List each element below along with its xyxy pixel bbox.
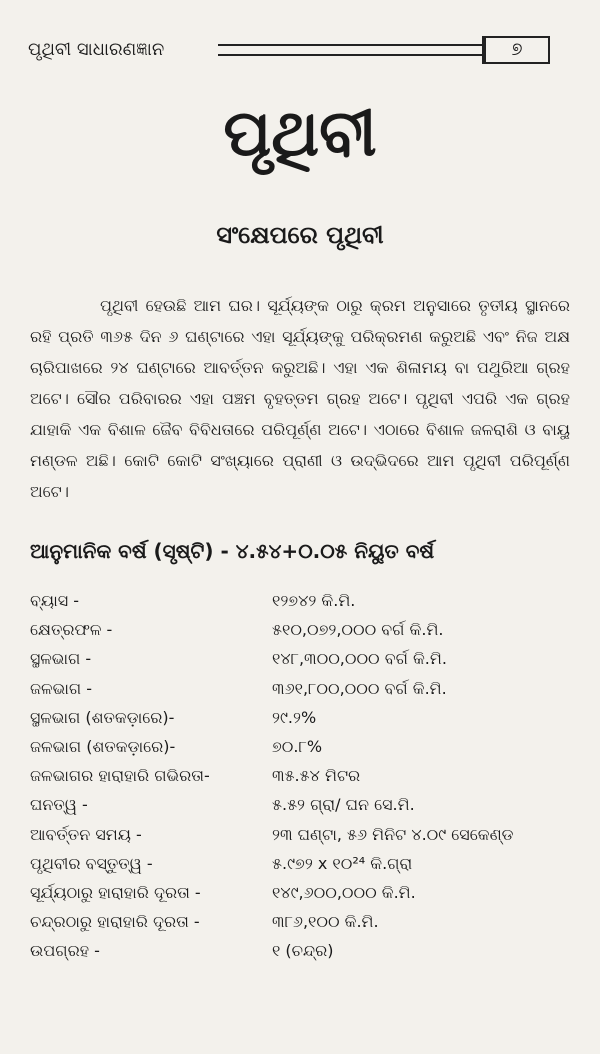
fact-row-land-area (30, 644, 570, 673)
fact-label: ଚନ୍ଦ୍ରଠାରୁ ହାରାହାରି ଦୂରତା - (30, 912, 200, 932)
fact-value: ୩୫.୫୪ ମିଟର (272, 766, 361, 786)
header-double-rule (218, 44, 486, 56)
fact-row-water-area (30, 674, 570, 703)
fact-row-density (30, 790, 570, 819)
fact-value: ୨୯.୨% (272, 707, 317, 727)
fact-label: ଜଳଭାଗ (ଶତକଡ଼ାରେ)- (30, 736, 176, 756)
fact-row-satellite (30, 936, 570, 965)
fact-value: ୫.୫୨ ଗ୍ରା/ ଘନ ସେ.ମି. (272, 795, 415, 815)
fact-value: ୧୪୮,୩୦୦,୦୦୦ ବର୍ଗ କି.ମି. (272, 649, 447, 669)
fact-value: ୩୬୧,୮୦୦,୦୦୦ ବର୍ଗ କି.ମି. (272, 678, 447, 698)
running-title: ପୃଥିବୀ ସାଧାରଣଜ୍ଞାନ (28, 39, 165, 60)
fact-label: ଜଳଭାଗର ହାରାହାରି ଗଭିରତା- (30, 766, 210, 786)
running-header (28, 36, 544, 64)
fact-row-ocean-depth (30, 761, 570, 790)
fact-label: ଜଳଭାଗ - (30, 678, 92, 698)
fact-row-moon-distance (30, 907, 570, 936)
page-title: ପୃଥିବୀ (223, 97, 377, 171)
stats-heading: ଆନୁମାନିକ ବର୍ଷ (ସୃଷ୍ଟି) - ୪.୫୪+୦.୦୫ ନିୟୁତ ବର୍ଷ (30, 539, 435, 563)
fact-row-mass (30, 849, 570, 878)
intro-paragraph: ପୃଥିବୀ ହେଉଛି ଆମ ଘର। ସୂର୍ଯ୍ୟଙ୍କ ଠାରୁ କ୍ରମ ଅନୁସାରେ ତୃତୀୟ ସ୍ଥାନରେ ରହି ପ୍ରତି ୩୬୫ ଦିନ ୬ ଘଣ୍ଟାରେ ଏହା ସୂର୍ଯ୍ୟଙ୍କୁ ପରିକ୍ରମଣ କରୁଅଛି ଏବଂ ନିଜ ଅକ୍ଷ ଚାରିପାଖରେ ୨୪ ଘଣ୍ଟାରେ ଆବର୍ତ୍ତନ କରୁଅଛି। ଏହା ଏକ ଶିଳାମୟ ବା ପଥୁରିଆ ଗ୍ରହ ଅଟେ। ସୌର ପରିବାରର ଏହା ପଞ୍ଚମ ବୃହତ୍ତମ ଗ୍ରହ ଅଟେ। ପୃଥିବୀ ଏପରି ଏକ ଗ୍ରହ ଯାହାକି ଏକ ବିଶାଳ ଜୈବ ବିବିଧତାରେ ପରିପୂର୍ଣ୍ଣ ଅଟେ। ଏଠାରେ ବିଶାଳ ଜଳରାଶି ଓ ବାୟୁ ମଣ୍ଡଳ ଅଛି। କୋଟି କୋଟି ସଂଖ୍ୟାରେ ପ୍ରାଣୀ ଓ ଉଦ୍ଭିଦରେ ଆମ ପୃଥିବୀ ପରିପୂର୍ଣ୍ଣ ଅଟେ। (30, 296, 570, 501)
fact-label: ପୃଥିବୀର ବସ୍ତୁତ୍ୱ - (30, 853, 153, 873)
fact-label: ସ୍ଥଳଭାଗ - (30, 649, 92, 669)
fact-row-rotation-period (30, 820, 570, 849)
facts-list (30, 586, 570, 965)
page-number: ୭ (482, 36, 550, 64)
fact-value: ୫.୯୭୨ x ୧୦²⁴ କି.ଗ୍ରା (272, 853, 413, 873)
fact-label: ଉପଗ୍ରହ - (30, 941, 100, 961)
section-subtitle: ସଂକ୍ଷେପରେ ପୃଥିବୀ (216, 221, 384, 249)
fact-value: ୩୮୬,୧୦୦ କି.ମି. (272, 912, 379, 932)
fact-row-land-percent (30, 703, 570, 732)
fact-value: ୫୧୦,୦୭୨,୦୦୦ ବର୍ଗ କି.ମି. (272, 620, 444, 640)
fact-row-water-percent (30, 732, 570, 761)
fact-row-area (30, 615, 570, 644)
fact-label: ସୂର୍ଯ୍ୟଠାରୁ ହାରାହାରି ଦୂରତା - (30, 882, 201, 902)
fact-label: କ୍ଷେତ୍ରଫଳ - (30, 620, 113, 640)
fact-label: ଆବର୍ତ୍ତନ ସମୟ - (30, 824, 142, 844)
fact-value: ୨୩ ଘଣ୍ଟା, ୫୬ ମିନିଟ ୪.୦୯ ସେକେଣ୍ଡ (272, 824, 514, 844)
fact-row-sun-distance (30, 878, 570, 907)
fact-value: ୧୨୭୪୨ କି.ମି. (272, 591, 356, 610)
fact-label: ଘନତ୍ୱ - (30, 795, 88, 815)
fact-label: ବ୍ୟାସ - (30, 591, 80, 610)
fact-label: ସ୍ଥଳଭାଗ (ଶତକଡ଼ାରେ)- (30, 707, 175, 727)
fact-value: ୧୪୯,୬୦୦,୦୦୦ କି.ମି. (272, 882, 416, 902)
fact-value: ୧ (ଚନ୍ଦ୍ର) (272, 941, 334, 961)
fact-value: ୭୦.୮% (272, 736, 323, 756)
fact-row-diameter (30, 586, 570, 615)
